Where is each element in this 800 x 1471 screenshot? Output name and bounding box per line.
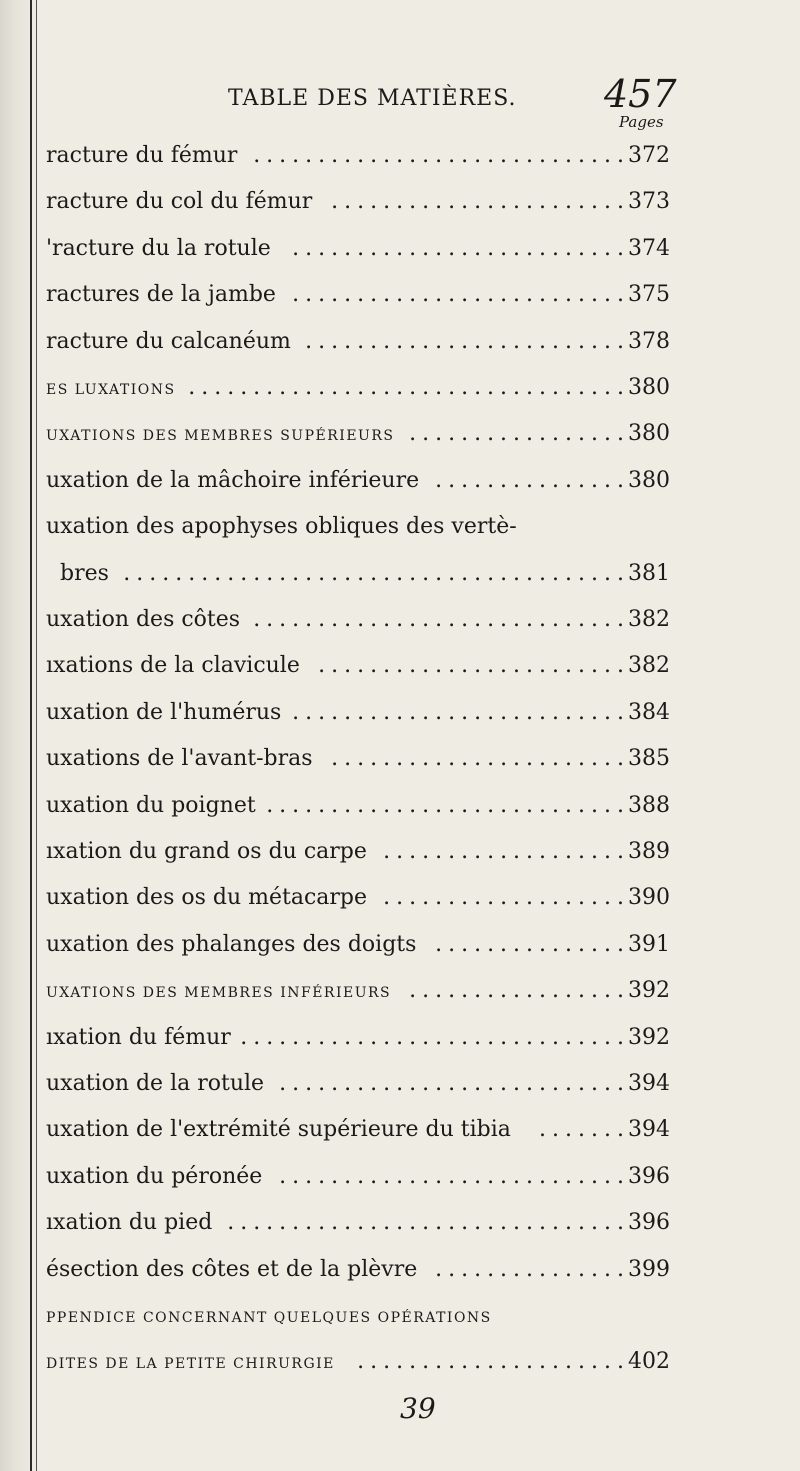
dot-leader: .......................... xyxy=(292,699,630,725)
dot-leader: ............................. xyxy=(253,143,630,168)
toc-entry-page: 372 xyxy=(628,143,670,168)
toc-entry xyxy=(0,602,800,638)
toc-entry xyxy=(0,231,800,267)
toc-entry-title: ésection des côtes et de la plèvre xyxy=(46,1256,418,1282)
dot-leader: ..................... xyxy=(357,1349,630,1375)
dot-leader: ............................... xyxy=(227,1210,630,1236)
toc-entry-title: 'racture du la rotule xyxy=(46,235,271,261)
toc-entry-page: 384 xyxy=(628,699,670,725)
toc-entry-title: uxation des os du métacarpe xyxy=(46,885,368,911)
toc-entry xyxy=(0,138,800,174)
toc-entry-page: 392 xyxy=(628,1024,670,1050)
toc-entry-title: DITES DE LA PETITE CHIRURGIE xyxy=(46,1356,335,1373)
toc-entry-page: 385 xyxy=(628,746,670,772)
toc-entry xyxy=(0,184,800,220)
toc-entry-page: 391 xyxy=(628,931,670,957)
toc-entry-page: 396 xyxy=(628,1163,670,1189)
toc-entry-title: racture du fémur xyxy=(46,143,238,168)
toc-entry-title: ıxation du fémur xyxy=(46,1024,231,1050)
toc-entry-title: racture du calcanéum xyxy=(46,328,291,354)
toc-entry-page: 396 xyxy=(628,1210,670,1236)
toc-entry-page: 373 xyxy=(628,189,670,215)
toc-entry-page: 390 xyxy=(628,885,670,911)
toc-entry-title: uxation des apophyses obliques des vertè- xyxy=(46,514,517,540)
toc-entry-title: uxation du péronée xyxy=(46,1163,263,1189)
pages-column-label: Pages xyxy=(619,113,664,131)
toc-entry-page: 375 xyxy=(628,282,670,308)
toc-entry-title: UXATIONS DES MEMBRES INFÉRIEURS xyxy=(46,985,392,1002)
toc-entry-page: 394 xyxy=(628,1117,670,1143)
toc-entry xyxy=(0,1112,800,1148)
dot-leader: ........................... xyxy=(279,1071,630,1096)
toc-entry xyxy=(0,1298,800,1334)
binding-gutter xyxy=(0,0,40,1471)
toc-entry-title: bres xyxy=(60,560,109,586)
dot-leader: ............... xyxy=(435,931,630,957)
toc-entry-title: ıxations de la clavicule xyxy=(46,653,300,679)
toc-entry-title: uxation de l'extrémité supérieure du tibia xyxy=(46,1117,511,1143)
toc-entry xyxy=(0,1344,800,1380)
dot-leader: ................... xyxy=(383,839,630,864)
toc-entry-page: 402 xyxy=(628,1349,670,1375)
toc-entry xyxy=(0,927,800,963)
toc-entry-title: ractures de la jambe xyxy=(46,282,276,308)
toc-entry-page: 389 xyxy=(628,839,670,864)
toc-entry-page: 374 xyxy=(628,235,670,261)
toc-entry-page: 399 xyxy=(628,1256,670,1282)
dot-leader: .......................... xyxy=(292,235,630,261)
dot-leader: .............................. xyxy=(240,1024,630,1050)
dot-leader: ................... xyxy=(383,885,630,911)
toc-entry-page: 381 xyxy=(628,560,670,586)
binding-edge-line xyxy=(30,0,32,1471)
toc-entry xyxy=(0,556,800,592)
dot-leader: .................................. xyxy=(188,375,630,400)
toc-entry-title: ıxation du pied xyxy=(46,1210,213,1236)
binding-edge-line-inner xyxy=(36,0,37,1471)
toc-entry xyxy=(0,834,800,870)
toc-entry xyxy=(0,463,800,499)
toc-entry-title: uxation des côtes xyxy=(46,607,241,632)
toc-entry xyxy=(0,370,800,406)
toc-entry-page: 380 xyxy=(628,421,670,447)
toc-entry-page: 382 xyxy=(628,653,670,679)
toc-entry xyxy=(0,324,800,360)
dot-leader: ............... xyxy=(435,467,630,493)
toc-entry-title: uxation du poignet xyxy=(46,792,256,818)
toc-entry xyxy=(0,880,800,916)
toc-entry xyxy=(0,277,800,313)
toc-entry-title: ES LUXATIONS xyxy=(46,382,176,398)
toc-entry xyxy=(0,509,800,545)
toc-entry-title: ıxation du grand os du carpe xyxy=(46,839,367,864)
running-title: TABLE DES MATIÈRES. xyxy=(228,86,517,111)
toc-entry-title: UXATIONS DES MEMBRES SUPÉRIEURS xyxy=(46,428,395,445)
toc-entry-page: 380 xyxy=(628,467,670,493)
toc-entry-title: racture du col du fémur xyxy=(46,189,313,215)
toc-entry-page: 382 xyxy=(628,607,670,632)
page-number: 457 xyxy=(604,72,677,116)
toc-entry xyxy=(0,788,800,824)
toc-entry-title: uxations de l'avant-bras xyxy=(46,746,313,772)
toc-entry-title: uxation de la rotule xyxy=(46,1071,265,1096)
dot-leader: ............................ xyxy=(266,792,630,818)
toc-entry-page: 380 xyxy=(628,375,670,400)
toc-entry-title: PPENDICE CONCERNANT QUELQUES OPÉRATIONS xyxy=(46,1310,492,1326)
toc-entry-title: uxation de l'humérus xyxy=(46,699,282,725)
toc-entry-page: 378 xyxy=(628,328,670,354)
toc-entry xyxy=(0,973,800,1009)
toc-entry-page: 394 xyxy=(628,1071,670,1096)
toc-entry xyxy=(0,695,800,731)
toc-entry-title: uxation des phalanges des doigts xyxy=(46,931,417,957)
toc-entry xyxy=(0,1020,800,1056)
toc-entry xyxy=(0,1159,800,1195)
toc-entry-title: uxation de la mâchoire inférieure xyxy=(46,467,420,493)
toc-entry xyxy=(0,741,800,777)
signature-mark: 39 xyxy=(400,1392,436,1425)
dot-leader: ....................... xyxy=(331,746,630,772)
toc-entry xyxy=(0,1252,800,1288)
dot-leader: ........................ xyxy=(318,653,630,679)
dot-leader: ......................... xyxy=(305,328,630,354)
dot-leader: ............... xyxy=(435,1256,630,1282)
toc-entry xyxy=(0,1205,800,1241)
dot-leader: ................. xyxy=(409,421,630,447)
toc-entry xyxy=(0,416,800,452)
toc-entry xyxy=(0,648,800,684)
dot-leader: ................. xyxy=(409,978,630,1004)
dot-leader: ....................... xyxy=(331,189,630,215)
dot-leader: ....................................... xyxy=(123,560,630,586)
dot-leader: ........................... xyxy=(279,1163,630,1189)
toc-entry-page: 392 xyxy=(628,978,670,1004)
dot-leader: ....... xyxy=(539,1117,630,1143)
dot-leader: ............................. xyxy=(253,607,630,632)
toc-entry xyxy=(0,1066,800,1102)
dot-leader: .......................... xyxy=(292,282,630,308)
toc-entry-page: 388 xyxy=(628,792,670,818)
